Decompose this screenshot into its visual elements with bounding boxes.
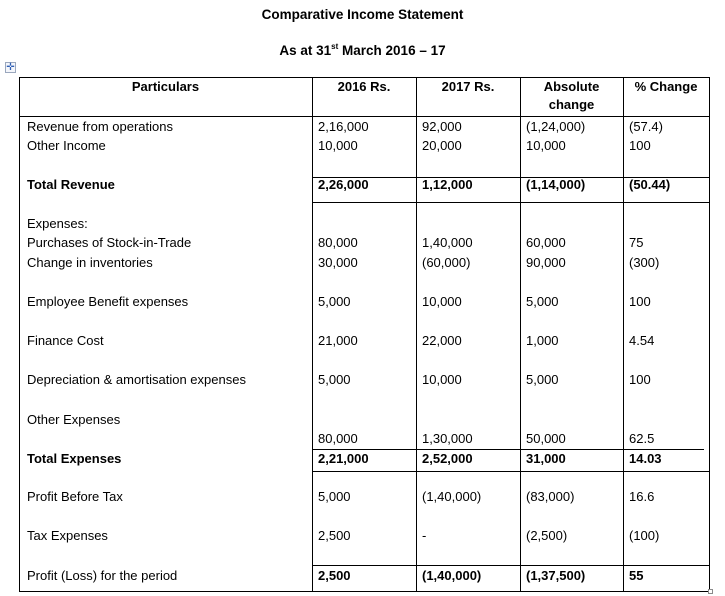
cell-2016: 30,000 [318,255,358,270]
table-resize-handle-icon[interactable] [708,589,713,594]
cell-pct: 100 [629,372,651,387]
table-border-bottom [19,591,710,592]
cell-2016: 21,000 [318,333,358,348]
cell-2017: (60,000) [422,255,471,270]
cell-2017: - [422,528,427,543]
cell-2017: 1,12,000 [422,177,473,192]
cell-2016: 2,500 [318,528,351,543]
cell-2016: 5,000 [318,294,351,309]
cell-2017: 1,30,000 [422,431,473,446]
cell-2017: 20,000 [422,138,462,153]
cell-pct: (57.4) [629,119,663,134]
column-divider [520,77,521,592]
column-divider [416,77,417,592]
cell-absolute: (1,24,000) [526,119,586,134]
cell-2016: 5,000 [318,372,351,387]
cell-absolute: 31,000 [526,451,566,466]
cell-2017: (1,40,000) [422,489,482,504]
row-label: Tax Expenses [27,528,108,543]
cell-absolute: 1,000 [526,333,559,348]
cell-pct: 16.6 [629,489,655,504]
header-2017: 2017 Rs. [441,79,495,94]
cell-absolute: (1,14,000) [526,177,586,192]
row-label-total-revenue: Total Revenue [27,177,115,192]
table-border-left [19,77,20,592]
cell-absolute: 10,000 [526,138,566,153]
table-move-handle-icon[interactable]: ✛ [6,62,15,73]
row-label: Finance Cost [27,333,104,348]
cell-pct: (100) [629,528,660,543]
cell-2016: 5,000 [318,489,351,504]
cell-absolute: 5,000 [526,372,559,387]
row-label: Other Income [27,138,106,153]
subtitle-superscript: st [331,42,339,51]
cell-pct: 55 [629,568,644,583]
cell-2017: 10,000 [422,372,462,387]
row-label: Revenue from operations [27,119,173,134]
cell-2016: 80,000 [318,431,358,446]
cell-pct: 100 [629,138,651,153]
row-divider [312,471,710,472]
cell-pct: 100 [629,294,651,309]
row-label: Profit Before Tax [27,489,123,504]
header-pct-change: % Change [634,79,698,94]
cell-2017: 22,000 [422,333,462,348]
cell-2017: 92,000 [422,119,462,134]
cell-2016: 80,000 [318,235,358,250]
row-divider [312,202,710,203]
row-divider [312,565,710,566]
cell-2016: 2,21,000 [318,451,369,466]
table-border-right [709,77,710,592]
header-2016: 2016 Rs. [337,79,391,94]
cell-pct: 14.03 [629,451,662,466]
row-label: Employee Benefit expenses [27,294,189,309]
subtitle-prefix: As at 31 [279,43,332,58]
cell-pct: 4.54 [629,333,655,348]
document-subtitle [0,42,725,58]
header-absolute-change-line1: Absolute [543,79,600,94]
cell-2016: 2,26,000 [318,177,369,192]
column-divider [312,77,313,592]
section-label-expenses: Expenses: [27,216,88,231]
cell-2017: 10,000 [422,294,462,309]
cell-pct: 75 [629,235,644,250]
subtitle-suffix: March 2016 – 17 [338,43,446,58]
cell-2016: 2,16,000 [318,119,369,134]
column-divider [623,77,624,592]
row-label: Purchases of Stock-in-Trade [27,235,192,250]
header-absolute-change-line2: change [548,97,595,112]
comparative-income-table [19,77,710,592]
header-divider [19,116,710,117]
cell-2017: 2,52,000 [422,451,473,466]
header-particulars: Particulars [131,79,200,94]
cell-absolute: 60,000 [526,235,566,250]
cell-absolute: 5,000 [526,294,559,309]
cell-pct: 62.5 [629,431,655,446]
cell-pct: (300) [629,255,660,270]
cell-absolute: 90,000 [526,255,566,270]
cell-pct: (50.44) [629,177,671,192]
document-title: Comparative Income Statement [261,7,464,22]
cell-2016: 2,500 [318,568,351,583]
row-label: Depreciation & amortisation expenses [27,372,246,387]
cell-2016: 10,000 [318,138,358,153]
cell-absolute: 50,000 [526,431,566,446]
cell-2017: (1,40,000) [422,568,482,583]
cell-absolute: (2,500) [526,528,568,543]
cell-2017: 1,40,000 [422,235,473,250]
cell-absolute: (83,000) [526,489,575,504]
row-label-total-expenses: Total Expenses [27,451,122,466]
row-label: Other Expenses [27,412,121,427]
cell-absolute: (1,37,500) [526,568,586,583]
row-label-profit-loss: Profit (Loss) for the period [27,568,178,583]
row-label: Change in inventories [27,255,153,270]
